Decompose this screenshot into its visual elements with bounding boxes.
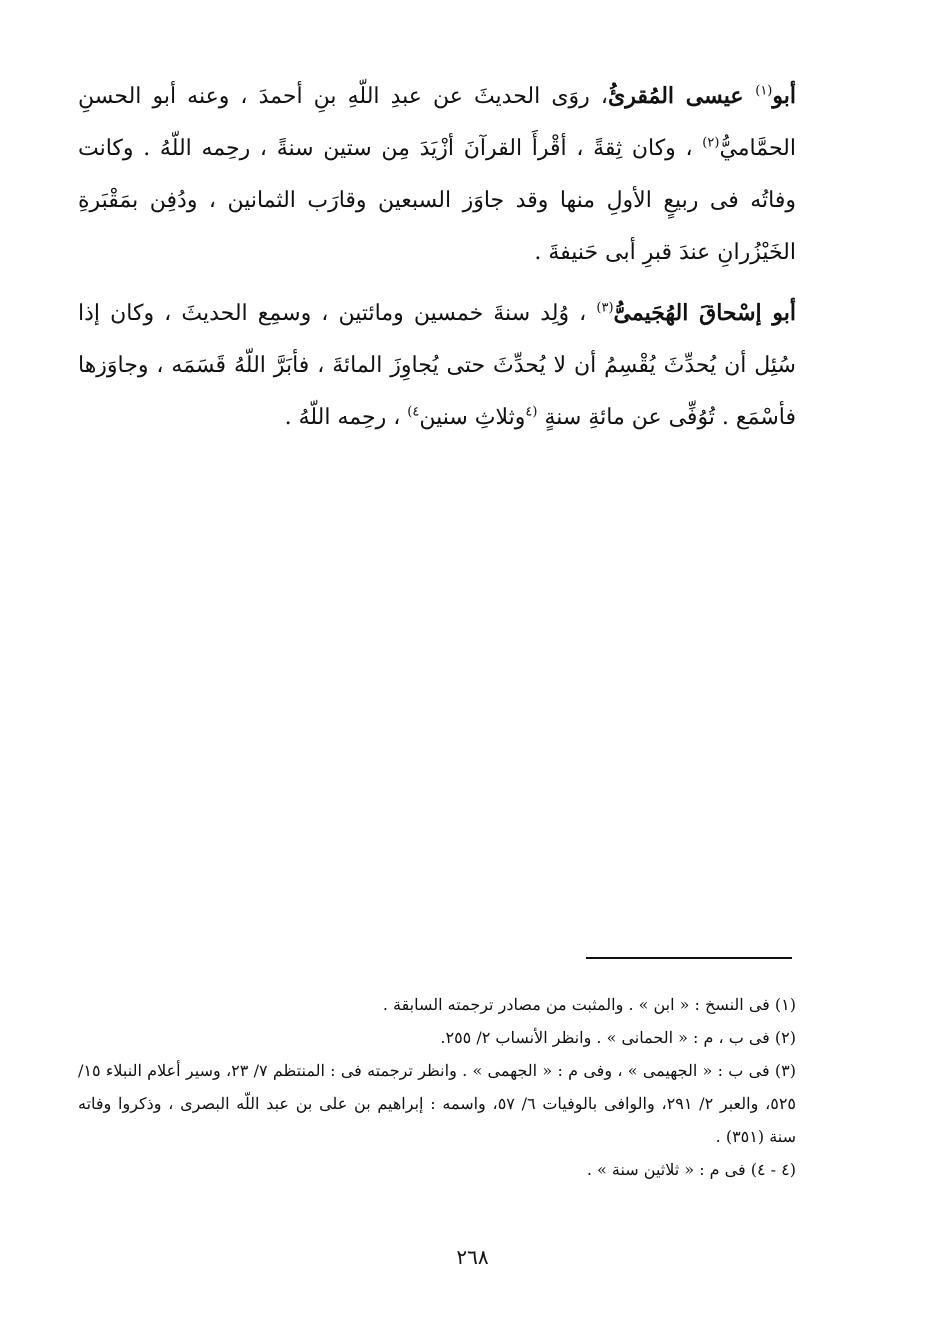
footnote-item: (٤ - ٤) فى م : « ثلاثين سنة » . (586, 1160, 796, 1179)
biography-name: أبو إسْحاقَ الهُجَيمىُّ (613, 300, 796, 326)
footnote-marker: (١) (755, 83, 773, 99)
footnote-item: (١) فى النسخ : « ابن » . والمثبت من مصادر ترجمته السابقة . (382, 995, 796, 1014)
paragraph-biography-2 (78, 287, 796, 444)
paragraph-text: ، رحِمه اللّهُ . (284, 405, 408, 430)
paragraph-text: ، وكان ثِقةً ، أقْرأَ القرآنَ أزْيَدَ مِن ستين سنةً ، رحِمه اللّهُ . وكانت وفاتُه فى ربيعٍ الأولِ منها وقد جاوَز السبعين وقارَب الثمانين ، ودُفِن بمَقْبَرةِ الخَيْزُرانِ عندَ قبرِ أبى حَنيفةَ . (78, 136, 796, 265)
footnote-marker: ٤) (407, 404, 420, 420)
paragraph-biography-1 (78, 70, 796, 279)
paragraph-text: ، روَى الحديثَ عن عبدِ اللّهِ بنِ أحمدَ ، وعنه أبو الحسنِ الحمَّاميُّ (78, 84, 796, 161)
footnote-item: (٣) فى ب : « الجهيمى » ، وفى م : « الجهمى » . وانظر ترجمته فى : المنتظم ٧/ ٢٣، وسير أعلام النبلاء ١٥/ ٥٢٥، والعبر ٢/ ٢٩١، والوافى بالوفيات ٦/ ٥٧، واسمه : إبراهيم بن على بن عبد اللّه البصرى ، وذكروا وفاته سنة (٣٥١) . (78, 1061, 797, 1146)
paragraph-text: وثلاثِ سنين (419, 405, 526, 430)
biography-name: أبو (772, 83, 796, 109)
footnote-marker: (٤ (525, 404, 538, 420)
footnote-marker: (٣) (596, 300, 614, 316)
page-number: ٢٦٨ (456, 1245, 489, 1269)
footnote-item: (٢) فى ب ، م : « الحمانى » . وانظر الأنساب ٢/ ٢٥٥. (440, 1028, 796, 1047)
paragraph-text: ، وُلِد سنةَ خمسين ومائتين ، وسمِع الحديثَ ، وكان إذا سُئِل أن يُحدِّثَ يُقْسِمُ أن لا يُحدِّثَ حتى يُجاوِزَ المائةَ ، فأبَرَّ اللّهُ قَسَمَه ، وجاوَزها فأسْمَع . تُوُفِّى عن مائةِ سنةٍ (78, 301, 796, 430)
biography-name: عيسى المُقرئُ (607, 83, 756, 109)
footnote-marker: (٢) (702, 135, 720, 151)
main-text (78, 70, 796, 444)
footnote-separator (586, 957, 792, 959)
footnotes (78, 988, 796, 1186)
